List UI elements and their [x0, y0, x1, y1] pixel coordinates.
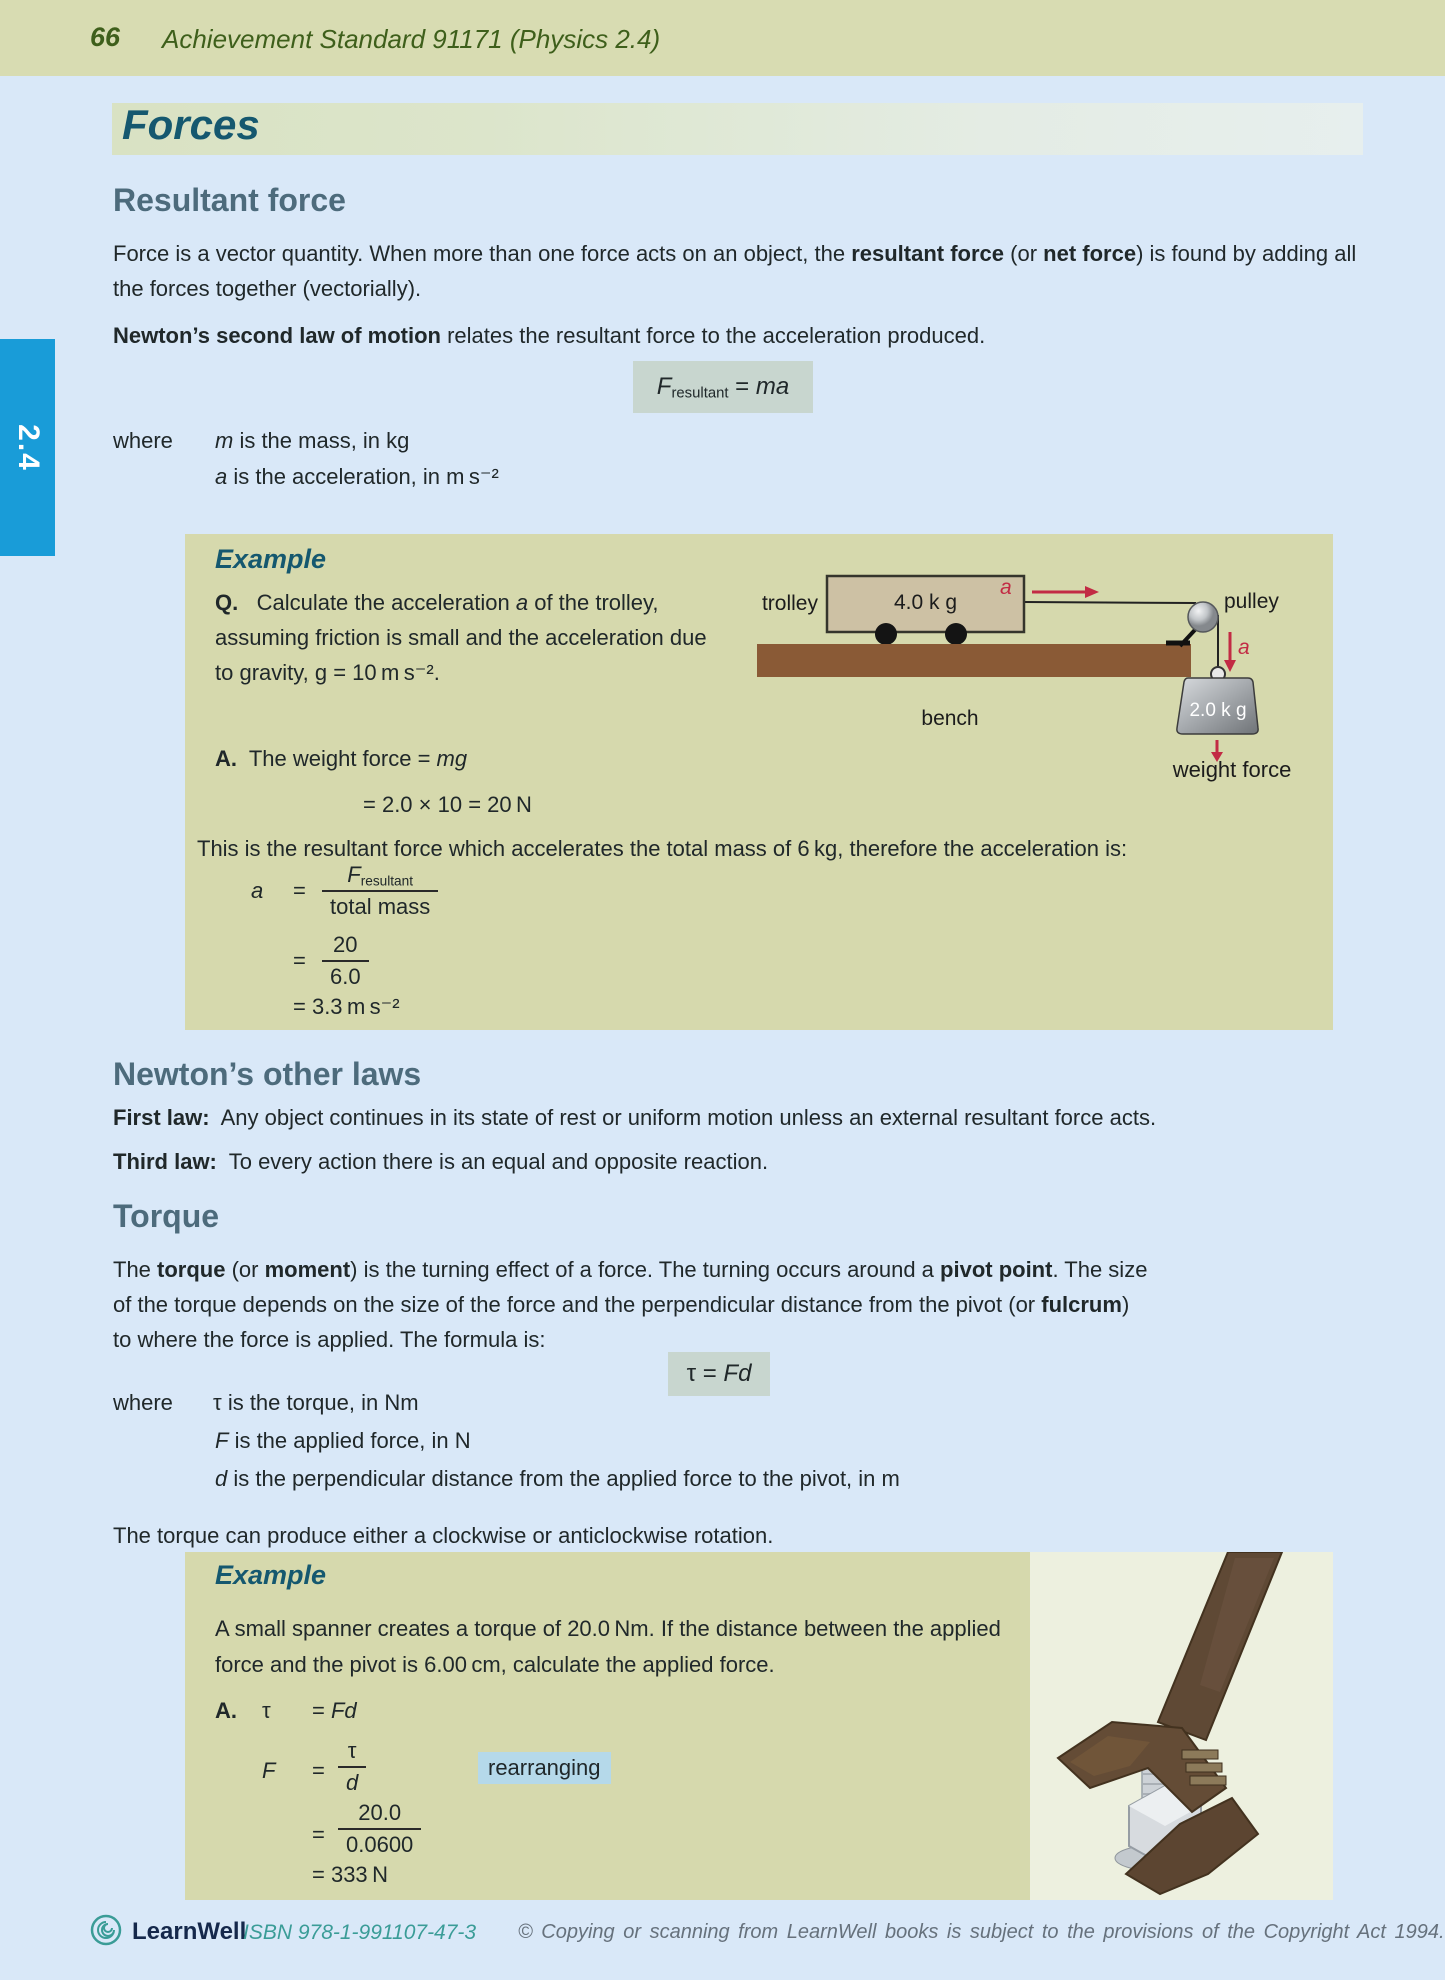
formula-torque: τ = Fd: [686, 1360, 752, 1387]
fraction-numerator: Fresultant: [322, 862, 438, 892]
trolley-mass-label: 4.0 k g: [893, 591, 958, 614]
formula-newton2: Fresultant = ma: [656, 372, 790, 402]
example1-question-line: Q. Calculate the acceleration a of the trolley,: [215, 590, 659, 615]
example1-question-line: to gravity, g = 10 m s⁻².: [215, 660, 440, 685]
where-label: where: [113, 428, 173, 453]
example2-title: Example: [215, 1560, 327, 1590]
weight-force-label: weight force: [1172, 757, 1292, 782]
tau-symbol: τ: [262, 1698, 271, 1723]
definition-distance: d is the perpendicular distance from the applied force to the pivot, in m: [215, 1466, 900, 1491]
pulley-wheel: [1188, 602, 1218, 632]
example1-title: Example: [215, 544, 327, 574]
example1-result: = 3.3 m s⁻²: [293, 994, 400, 1019]
arrowhead: [1085, 586, 1099, 598]
torque-paragraph-line: to where the force is applied. The formula is:: [113, 1327, 546, 1352]
equals-sign: =: [293, 948, 306, 973]
fraction-denominator: 6.0: [330, 964, 361, 989]
example2-result: = 333 N: [312, 1862, 388, 1887]
where-label: where: [113, 1390, 173, 1415]
fraction-denominator: d: [346, 1770, 359, 1795]
fraction: [338, 1738, 366, 1796]
isbn-text: ISBN 978-1-991107-47-3: [243, 1921, 477, 1944]
definition-mass: m is the mass, in kg: [215, 428, 410, 453]
fraction-numerator: 20: [322, 932, 369, 962]
fraction: [322, 932, 369, 990]
first-law-line: First law: Any object continues in its state of rest or uniform motion unless an external resultant force acts.: [113, 1105, 1157, 1130]
definition-acceleration: a is the acceleration, in m s⁻²: [215, 464, 499, 489]
arrowhead: [1224, 660, 1236, 672]
worm-screw-ridge: [1190, 1776, 1226, 1785]
fraction-denominator: 0.0600: [346, 1832, 414, 1857]
section-heading-other-laws: Newton’s other laws: [113, 1056, 422, 1092]
example1-question-line: assuming friction is small and the acceleration due: [215, 625, 707, 650]
section-heading-torque: Torque: [113, 1198, 220, 1234]
third-law-line: Third law: To every action there is an equal and opposite reaction.: [113, 1149, 769, 1174]
definition-torque: τ is the torque, in Nm: [213, 1390, 419, 1415]
pulley-label: pulley: [1224, 590, 1279, 613]
paragraph-resultant-force: Force is a vector quantity. When more than one force acts on an object, the resultant force (or net force) is found by adding all the forces together (vectorially).: [113, 241, 1357, 301]
fraction: [338, 1800, 421, 1858]
chapter-tab: [0, 339, 55, 556]
example1-answer-line: A. The weight force = mg: [215, 746, 468, 771]
section-heading-resultant-force: Resultant force: [113, 182, 346, 218]
string: [1024, 602, 1196, 603]
fraction-lhs: a: [251, 878, 264, 903]
worm-screw-ridge: [1186, 1763, 1222, 1772]
chapter-title: Forces: [122, 101, 260, 148]
copyright-text: © Copying or scanning from LearnWell books is subject to the provisions of the Copyright Act 1994.: [518, 1921, 1445, 1943]
fraction-numerator: τ: [338, 1738, 366, 1768]
spanner-photo: [1030, 1552, 1333, 1900]
page-number: 66: [90, 22, 121, 52]
trolley-label: trolley: [761, 592, 818, 615]
acceleration-label-top: a: [1000, 576, 1012, 599]
example2-question-line: A small spanner creates a torque of 20.0 Nm. If the distance between the applied: [215, 1616, 1001, 1641]
fraction-denominator: total mass: [330, 894, 431, 920]
example2-question-line: force and the pivot is 6.00 cm, calculate the applied force.: [215, 1652, 775, 1677]
header-title: Achievement Standard 91171 (Physics 2.4): [162, 24, 661, 54]
learnwell-logo-icon: [88, 1912, 124, 1948]
equals-sign: =: [312, 1822, 325, 1847]
equals-sign: =: [293, 878, 306, 903]
equals-sign: =: [312, 1758, 325, 1783]
learnwell-wordmark: LearnWell: [132, 1918, 247, 1945]
definition-force: F is the applied force, in N: [215, 1428, 471, 1453]
chapter-tab-label: 2.4: [11, 423, 45, 472]
rearranging-note: rearranging: [478, 1752, 611, 1784]
trolley-wheel: [945, 623, 967, 645]
weight-mass-label: 2.0 k g: [1189, 700, 1247, 721]
torque-paragraph-line: The torque (or moment) is the turning effect of a force. The turning occurs around a pivot point. The size: [113, 1257, 1148, 1282]
example1-answer-line: = 2.0 × 10 = 20 N: [363, 792, 532, 817]
rotation-note: The torque can produce either a clockwise or anticlockwise rotation.: [113, 1523, 774, 1548]
formula-box-torque: [668, 1352, 770, 1396]
bench-surface: [757, 644, 1191, 677]
torque-paragraph-line: of the torque depends on the size of the force and the perpendicular distance from the pivot (or fulcrum): [113, 1292, 1130, 1317]
acceleration-label-side: a: [1238, 636, 1250, 659]
fraction-numerator: 20.0: [338, 1800, 421, 1830]
worm-screw-ridge: [1182, 1750, 1218, 1759]
force-lhs: F: [262, 1758, 276, 1783]
formula-box-newton2: [633, 361, 813, 413]
paragraph-newton-second-law: Newton’s second law of motion relates the resultant force to the acceleration produced.: [113, 323, 986, 348]
fraction: [322, 862, 438, 920]
example1-conclusion: This is the resultant force which accelerates the total mass of 6 kg, therefore the acceleration is:: [197, 836, 1128, 861]
bench-label: bench: [921, 707, 979, 730]
example2-answer-line: = Fd: [312, 1698, 357, 1723]
example2-answer-label: A.: [215, 1698, 237, 1723]
chapter-banner: [112, 103, 1363, 155]
trolley-wheel: [875, 623, 897, 645]
